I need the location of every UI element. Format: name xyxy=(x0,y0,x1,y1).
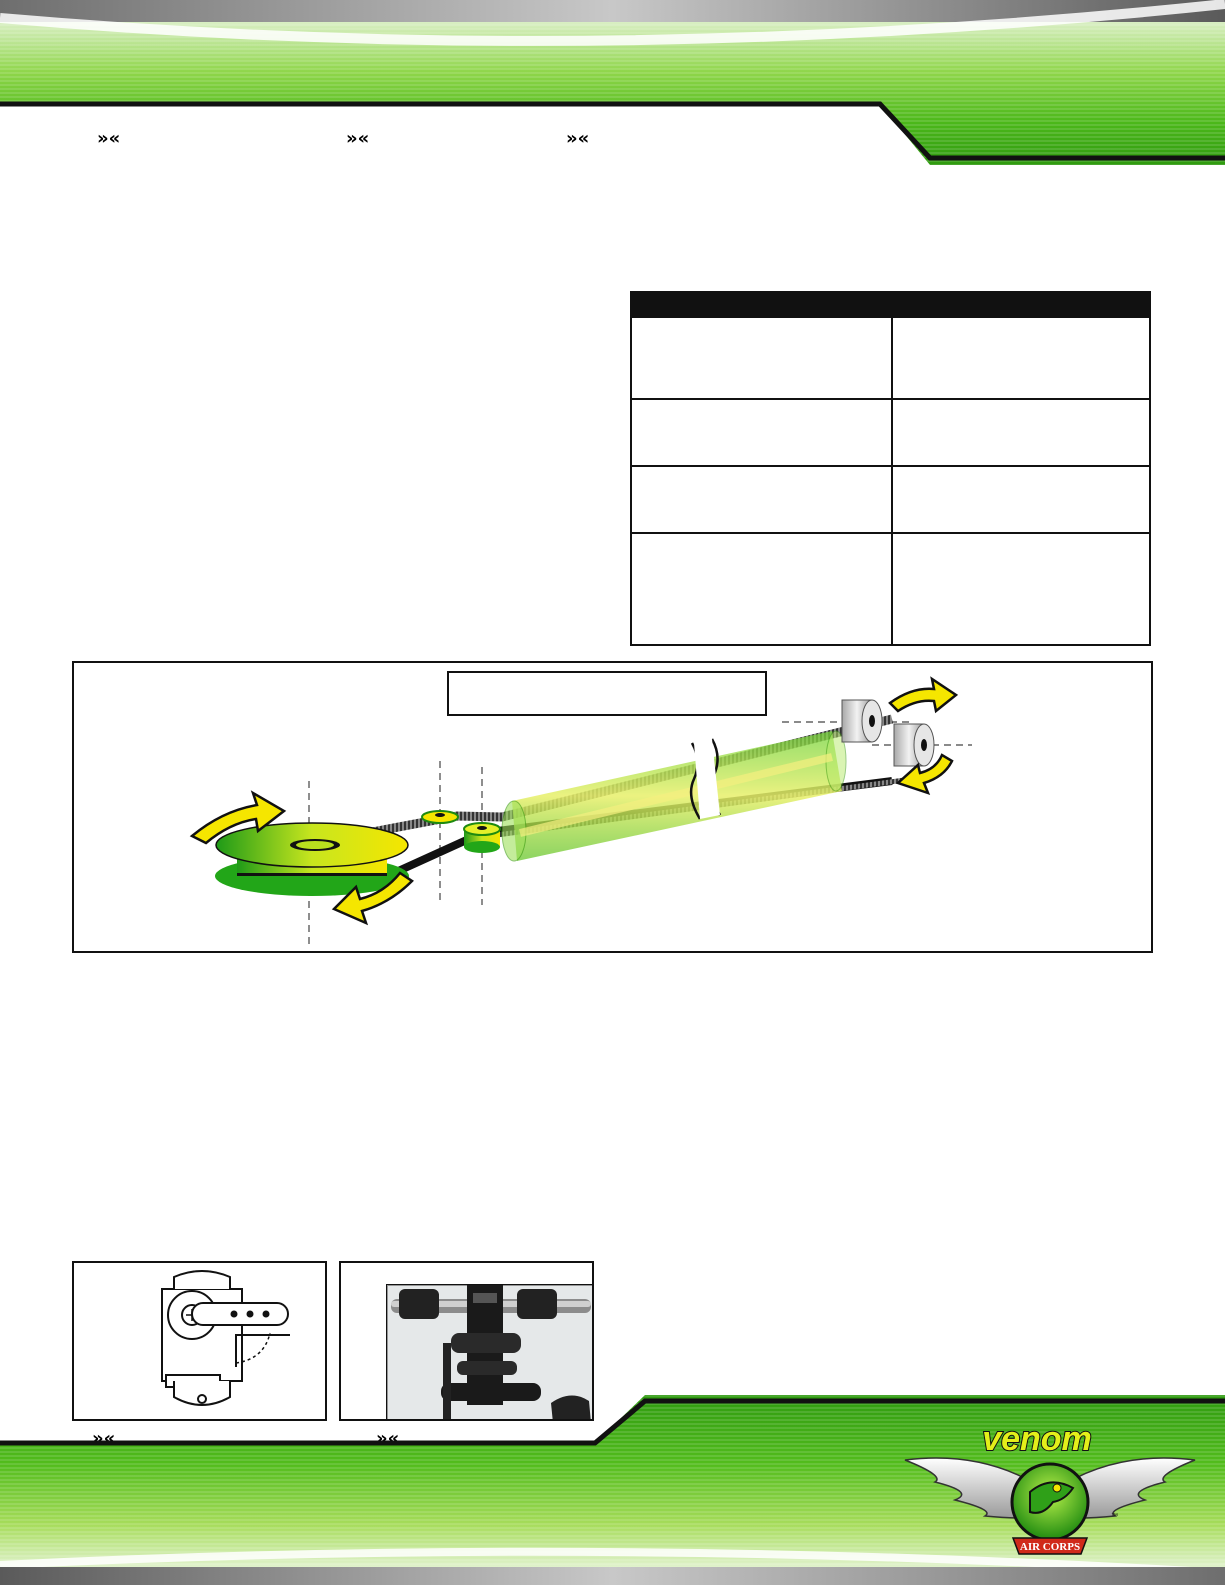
figure-marker: »« xyxy=(376,1428,400,1449)
table-column-divider xyxy=(891,293,893,644)
winged-snake-emblem xyxy=(895,1420,1205,1570)
figure-marker: »« xyxy=(92,1428,116,1449)
section-marker: »« xyxy=(346,128,370,149)
tail-belt-diagram xyxy=(72,661,1153,953)
venom-logo xyxy=(895,1420,1205,1570)
spec-table xyxy=(630,291,1151,646)
rotation-arrow xyxy=(890,679,956,711)
tail-pulley-lower xyxy=(894,724,934,766)
front-idler-pulley xyxy=(422,811,458,823)
section-marker: »« xyxy=(97,128,121,149)
logo-tagline: AIR CORPS xyxy=(1019,1541,1081,1553)
header-band xyxy=(0,0,1225,165)
table-row-divider xyxy=(632,465,1149,467)
tail-pulley-upper xyxy=(842,700,882,742)
logo-wordmark: venom xyxy=(982,1420,1092,1458)
table-row-divider xyxy=(632,398,1149,400)
tail-boom-tube xyxy=(502,731,846,861)
main-drive-pulley xyxy=(215,823,409,896)
logo-trademark: ™ xyxy=(1111,1513,1118,1520)
table-row-divider xyxy=(632,532,1149,534)
section-marker: »« xyxy=(566,128,590,149)
front-idler-pulley xyxy=(464,823,500,853)
